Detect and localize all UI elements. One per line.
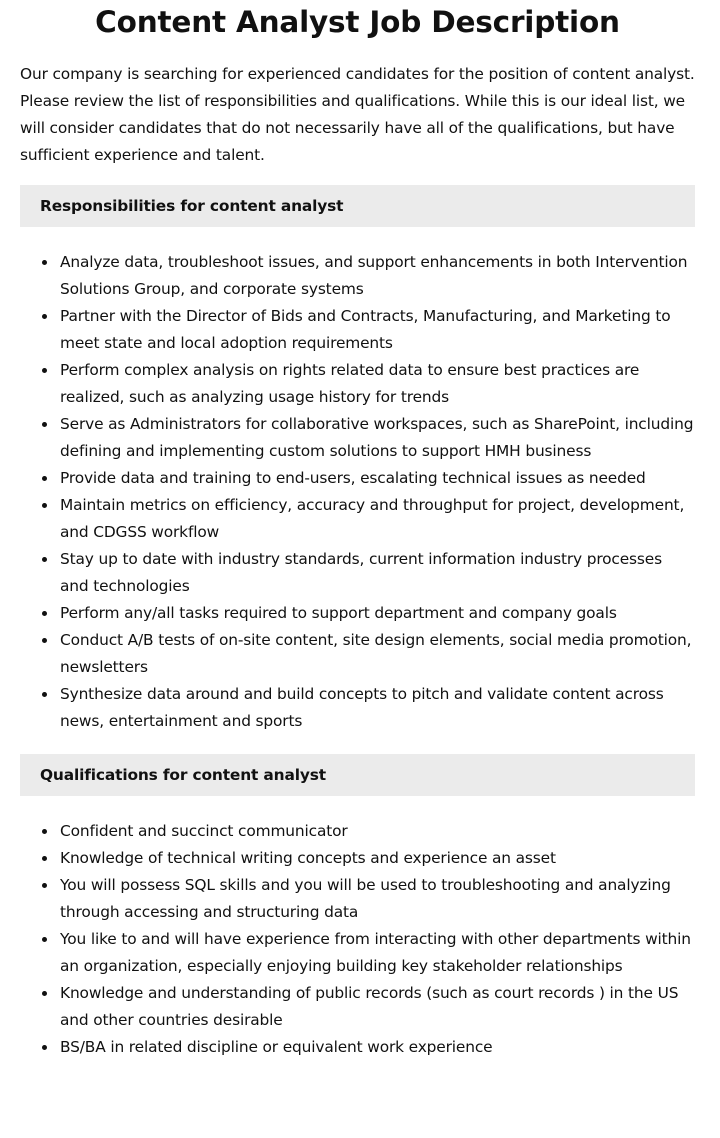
list-item: BS/BA in related discipline or equivalent work experience — [60, 1034, 695, 1061]
list-item: Maintain metrics on efficiency, accuracy and throughput for project, development, and CDGSS workflow — [60, 492, 695, 546]
list-item: Conduct A/B tests of on-site content, site design elements, social media promotion, newsletters — [60, 627, 695, 681]
responsibilities-list — [20, 249, 695, 735]
list-item: Stay up to date with industry standards, current information industry processes and technologies — [60, 546, 695, 600]
list-item: Knowledge and understanding of public records (such as court records ) in the US and other countries desirable — [60, 980, 695, 1034]
responsibilities-header — [20, 185, 695, 227]
qualifications-heading: Qualifications for content analyst — [40, 766, 326, 784]
list-item: Provide data and training to end-users, escalating technical issues as needed — [60, 465, 695, 492]
list-item: Synthesize data around and build concepts to pitch and validate content across news, entertainment and sports — [60, 681, 695, 735]
list-item: Perform any/all tasks required to support department and company goals — [60, 600, 695, 627]
page-title: Content Analyst Job Description — [95, 5, 620, 39]
qualifications-header — [20, 754, 695, 796]
list-item: Partner with the Director of Bids and Contracts, Manufacturing, and Marketing to meet state and local adoption requirements — [60, 303, 695, 357]
qualifications-list — [20, 818, 695, 1061]
intro-paragraph: Our company is searching for experienced candidates for the position of content analyst. Please review the list of responsibilities and qualifications. While this is our ideal list, we will consider candidates that do not necessarily have all of the qualifications, but have sufficient experience and talent. — [20, 65, 695, 164]
list-item: Confident and succinct communicator — [60, 818, 695, 845]
list-item: Knowledge of technical writing concepts and experience an asset — [60, 845, 695, 872]
list-item: You like to and will have experience from interacting with other departments within an organization, especially enjoying building key stakeholder relationships — [60, 926, 695, 980]
list-item: Analyze data, troubleshoot issues, and support enhancements in both Intervention Solutions Group, and corporate systems — [60, 249, 695, 303]
list-item: Serve as Administrators for collaborative workspaces, such as SharePoint, including defining and implementing custom solutions to support HMH business — [60, 411, 695, 465]
job-description-page — [20, 0, 695, 1061]
responsibilities-heading: Responsibilities for content analyst — [40, 197, 344, 215]
list-item: You will possess SQL skills and you will be used to troubleshooting and analyzing through accessing and structuring data — [60, 872, 695, 926]
list-item: Perform complex analysis on rights related data to ensure best practices are realized, such as analyzing usage history for trends — [60, 357, 695, 411]
